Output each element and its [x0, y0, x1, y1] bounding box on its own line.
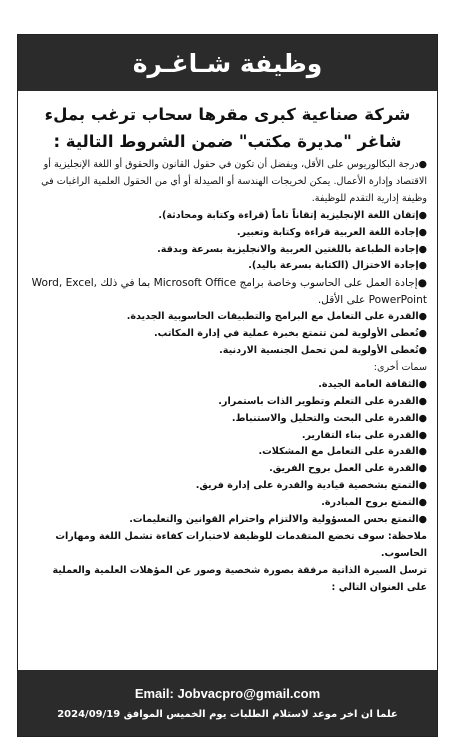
ad-intro	[18, 91, 437, 157]
ad-title: وظيفة شـاغـرة	[132, 48, 323, 78]
trait-item: ●القدرة على العمل بروح الفريق.	[269, 463, 427, 475]
intro-line-2: شاغر "مديرة مكتب" ضمن الشروط التالية :	[53, 132, 402, 151]
requirement-item: ●درجة البكالوريوس على الأقل، ويفضل أن تكون في حقول القانون والحقوق أو اللغة الإنجليزية أو الاقتصاد وإدارة الأعمال. يمكن لخريجات الهندسة أو الصيدلة أو أي من الحقول العلمية الراغبات في وظيفة إدارية التقدم للوظيفة.	[41, 159, 427, 204]
other-traits-list	[30, 377, 427, 529]
job-ad	[17, 34, 438, 737]
requirement-item: ●إجادة اللغة العربية قراءة وكتابة وتعبير.	[236, 226, 427, 238]
trait-item: ●التمتع بشخصية قيادية والقدرة على إدارة فريق.	[195, 480, 427, 492]
other-traits-label: سمات أخرى:	[373, 361, 427, 373]
trait-item: ●القدرة على التعلم وتطوير الذات باستمرار.	[218, 395, 427, 407]
requirements-list	[30, 157, 427, 360]
requirement-item: ●إجادة الطباعة باللغتين العربية والانجليزية بسرعة وبدقة.	[157, 243, 427, 255]
requirement-item: ●القدرة على التعامل مع البرامج والتطبيقات الحاسوبية الجديدة.	[126, 311, 427, 323]
ad-body	[18, 157, 437, 597]
requirement-item: ●تُعطى الأولوية لمن تتمتع بخبرة عملية في إدارة المكاتب.	[154, 328, 427, 340]
ad-footer	[18, 670, 437, 736]
trait-item: ●القدرة على بناء التقارير.	[301, 429, 427, 441]
trait-item: ●القدرة على التعامل مع المشكلات.	[258, 446, 427, 458]
requirement-item: ●إجادة العمل على الحاسوب وخاصة برامج Microsoft Office بما في ذلك Word, Excel, PowerPoint على الأقل.	[31, 277, 427, 307]
contact-email[interactable]: Email: Jobvacpro@gmail.com	[134, 686, 321, 701]
deadline-text: علما ان اخر موعد لاستلام الطلبات يوم الخميس الموافق 2024/09/19	[57, 709, 398, 720]
requirement-item: ●إجادة الاختزال (الكتابة بسرعة باليد).	[248, 260, 427, 272]
requirement-item: ●تُعطى الأولوية لمن تحمل الجنسية الاردنية.	[219, 344, 427, 356]
ad-header	[18, 35, 437, 91]
trait-item: ●التمتع بروح المبادرة.	[321, 497, 427, 509]
note-text: ملاحظة: سوف تخضع المتقدمات للوظيفة لاختبارات كفاءة تشمل اللغة ومهارات الحاسوب.	[55, 530, 427, 559]
trait-item: ●الثقافة العامة الجيدة.	[318, 378, 427, 390]
intro-line-1: شركة صناعية كبرى مقرها سحاب ترغب بملء	[44, 105, 411, 124]
trait-item: ●القدرة على البحث والتحليل والاستنباط.	[231, 412, 427, 424]
trait-item: ●التمتع بحس المسؤولية والالتزام واحترام القوانين والتعليمات.	[129, 514, 427, 526]
requirement-item: ●إتقان اللغة الإنجليزية إتقاناً تاماً (قراءة وكتابة ومحادثة).	[158, 209, 427, 221]
cv-instruction: ترسل السيرة الذاتية مرفقة بصورة شخصية وصور عن المؤهلات العلمية والعملية على العنوان التالي :	[52, 564, 427, 593]
